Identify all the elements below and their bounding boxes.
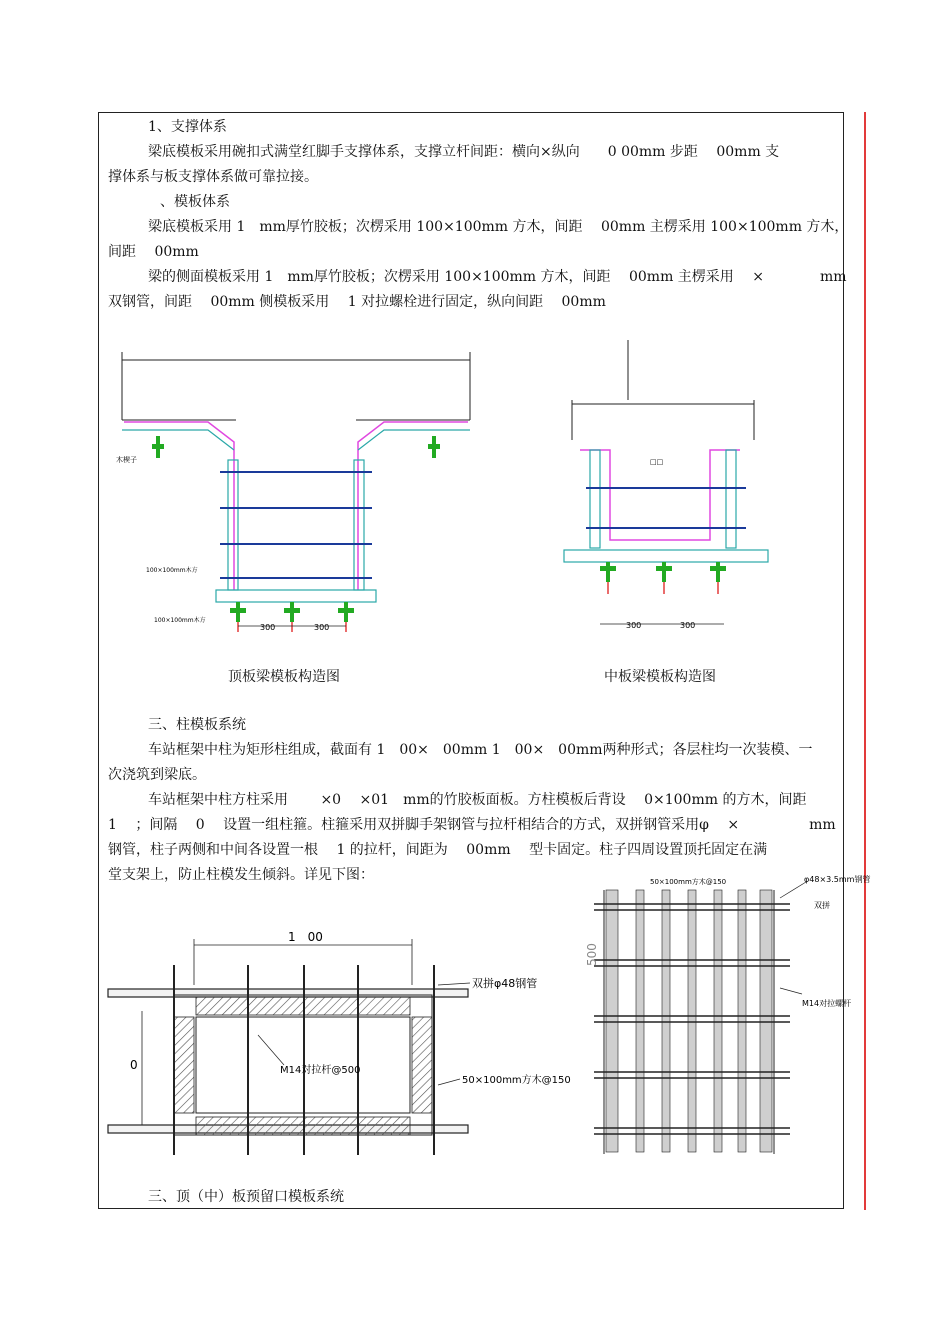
- column-plan-drawing: [108, 925, 571, 1155]
- top-beam-caption: 顶板梁模板构造图: [228, 669, 340, 685]
- dim-300-b: 300: [314, 623, 330, 632]
- support-title: 1、支撑体系: [148, 119, 227, 135]
- column-paragraph2-line2: 1 ；间隔 0 设置一组柱箍。柱箍采用双拼脚手架钢管与拉杆相结合的方式，双拼钢管采用φ × mm: [108, 817, 836, 833]
- dim-300-a: 300: [260, 623, 276, 632]
- mid-beam-formwork-drawing: [560, 340, 860, 640]
- timber-spacing-label: 50×100mm方木@150: [462, 1075, 571, 1086]
- dim-300-d: 300: [680, 621, 696, 630]
- column-paragraph2-line4: 堂支架上，防止柱模发生倾斜。详见下图：: [108, 867, 374, 883]
- formwork-paragraph2-line2: 双钢管，间距 00mm 侧模板采用 1 对拉螺栓进行固定，纵向间距 00mm: [108, 294, 606, 310]
- elevation-pipe-label: φ48×3.5mm钢管: [804, 875, 871, 884]
- column-paragraph2-line1: 车站框架中柱方柱采用 ×0 ×01 mm的竹胶板面板。方柱模板后背设 0×100mm 的方木，间距: [148, 792, 807, 808]
- support-paragraph-line1: 梁底模板采用碗扣式满堂红脚手支撑体系，支撑立杆间距：横向×纵向 0 00mm 步距 00mm 支: [148, 144, 780, 160]
- elevation-top-label: 50×100mm方木@150: [650, 878, 727, 886]
- column-paragraph2-line3: 钢管，柱子两侧和中间各设置一根 1 的拉杆，间距为 00mm 型卡固定。柱子四周设置顶托固定在满: [108, 842, 768, 858]
- column-paragraph1-line1: 车站框架中柱为矩形柱组成，截面有 1 00× 00mm 1 00× 00mm两种形式；各层柱均一次装模、一: [148, 742, 813, 758]
- double-pipe-label: 双拼φ48钢管: [472, 977, 538, 990]
- elevation-tie-rod-label: M14对拉螺杆: [802, 999, 852, 1008]
- formwork-paragraph2-line1: 梁的侧面模板采用 1 mm厚竹胶板；次楞采用 100×100mm 方木，间距 00mm 主楞采用 × mm: [148, 269, 847, 285]
- dim-300-c: 300: [626, 621, 642, 630]
- column-depth-dimension: 0: [130, 1058, 138, 1072]
- formwork-paragraph1-line2: 间距 00mm: [108, 244, 199, 260]
- tie-rod-label: M14对拉杆@500: [280, 1065, 361, 1076]
- square-timber-label-a: 100×100mm木方: [146, 567, 198, 574]
- column-width-dimension: 1 00: [288, 930, 323, 944]
- slab-opening-title: 三、顶（中）板预留口模板系统: [148, 1189, 344, 1205]
- formwork-paragraph1-line1: 梁底模板采用 1 mm厚竹胶板；次楞采用 100×100mm 方木，间距 00mm 主楞采用 100×100mm 方木，: [148, 219, 849, 235]
- support-paragraph-line2: 撑体系与板支撑体系做可靠拉接。: [108, 169, 318, 185]
- mid-beam-caption: 中板梁模板构造图: [604, 669, 716, 685]
- top-beam-formwork-drawing: [108, 340, 468, 640]
- elevation-spacing-label: 500: [585, 943, 599, 966]
- mid-beam-center-label: □□: [650, 458, 664, 466]
- column-elevation-drawing: [580, 868, 871, 1168]
- margin-line: [864, 112, 866, 1210]
- wood-wedge-label: 木楔子: [116, 456, 137, 464]
- elevation-double-label: 双拼: [814, 901, 830, 910]
- formwork-title: 、模板体系: [160, 194, 230, 210]
- square-timber-label-b: 100×100mm木方: [154, 617, 206, 624]
- column-title: 三、柱模板系统: [148, 717, 246, 733]
- column-paragraph1-line2: 次浇筑到梁底。: [108, 767, 206, 783]
